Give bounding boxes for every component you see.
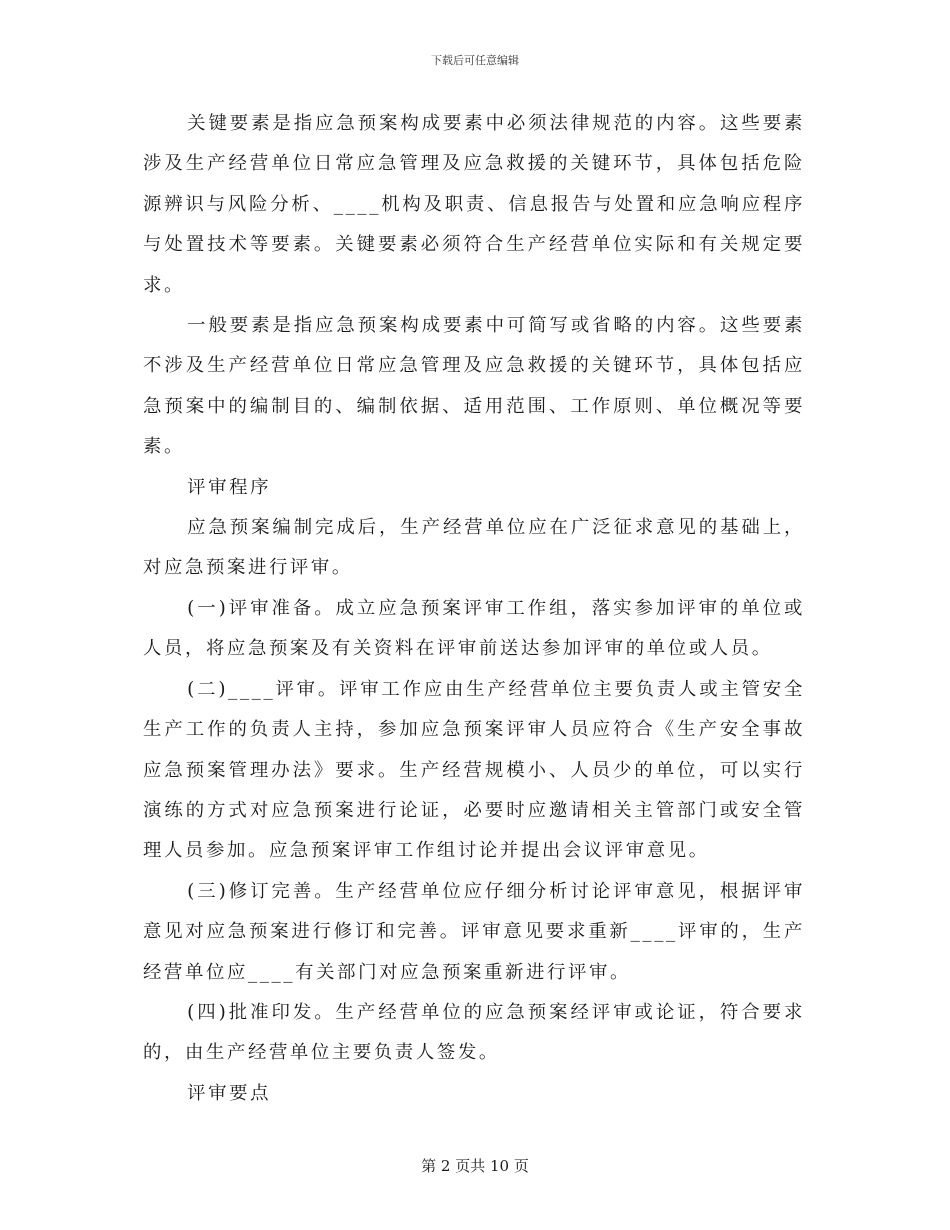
paragraph-approval: (四)批准印发。生产经营单位的应急预案经评审或论证，符合要求的，由生产经营单位主要负责人签发。 (143, 1001, 805, 1064)
document-body (143, 104, 805, 1114)
paragraph-review-intro: 应急预案编制完成后，生产经营单位应在广泛征求意见的基础上，对应急预案进行评审。 (143, 517, 805, 579)
section-heading-review-points: 评审要点 (187, 1082, 272, 1104)
page-header-note: 下载后可任意编辑 (431, 54, 519, 67)
paragraph-key-elements: 关键要素是指应急预案构成要素中必须法律规范的内容。这些要素涉及生产经营单位日常应急管理及应急救援的关键环节，具体包括危险源辨识与风险分析、____机构及职责、信息报告与处置和应急响应程序与处置技术等要素。关键要素必须符合生产经营单位实际和有关规定要求。 (143, 113, 805, 296)
section-heading-review-procedure: 评审程序 (187, 476, 272, 498)
page-number: 第 2 页共 10 页 (421, 1157, 529, 1175)
paragraph-revision: (三)修订完善。生产经营单位应仔细分析讨论评审意见，根据评审意见对应急预案进行修订和完善。评审意见要求重新____评审的，生产经营单位应____有关部门对应急预案重新进行评审。 (143, 880, 805, 983)
paragraph-general-elements: 一般要素是指应急预案构成要素中可简写或省略的内容。这些要素不涉及生产经营单位日常应急管理及应急救援的关键环节，具体包括应急预案中的编制目的、编制依据、适用范围、工作原则、单位概况等要素。 (143, 315, 805, 458)
paragraph-review-preparation: (一)评审准备。成立应急预案评审工作组，落实参加评审的单位或人员，将应急预案及有关资料在评审前送达参加评审的单位或人员。 (143, 597, 805, 660)
paragraph-review-meeting: (二)____评审。评审工作应由生产经营单位主要负责人或主管安全生产工作的负责人主持，参加应急预案评审人员应符合《生产安全事故应急预案管理办法》要求。生产经营规模小、人员少的单位，可以实行演练的方式对应急预案进行论证，必要时应邀请相关主管部门或安全管理人员参加。应急预案评审工作组讨论并提出会议评审意见。 (143, 678, 805, 862)
